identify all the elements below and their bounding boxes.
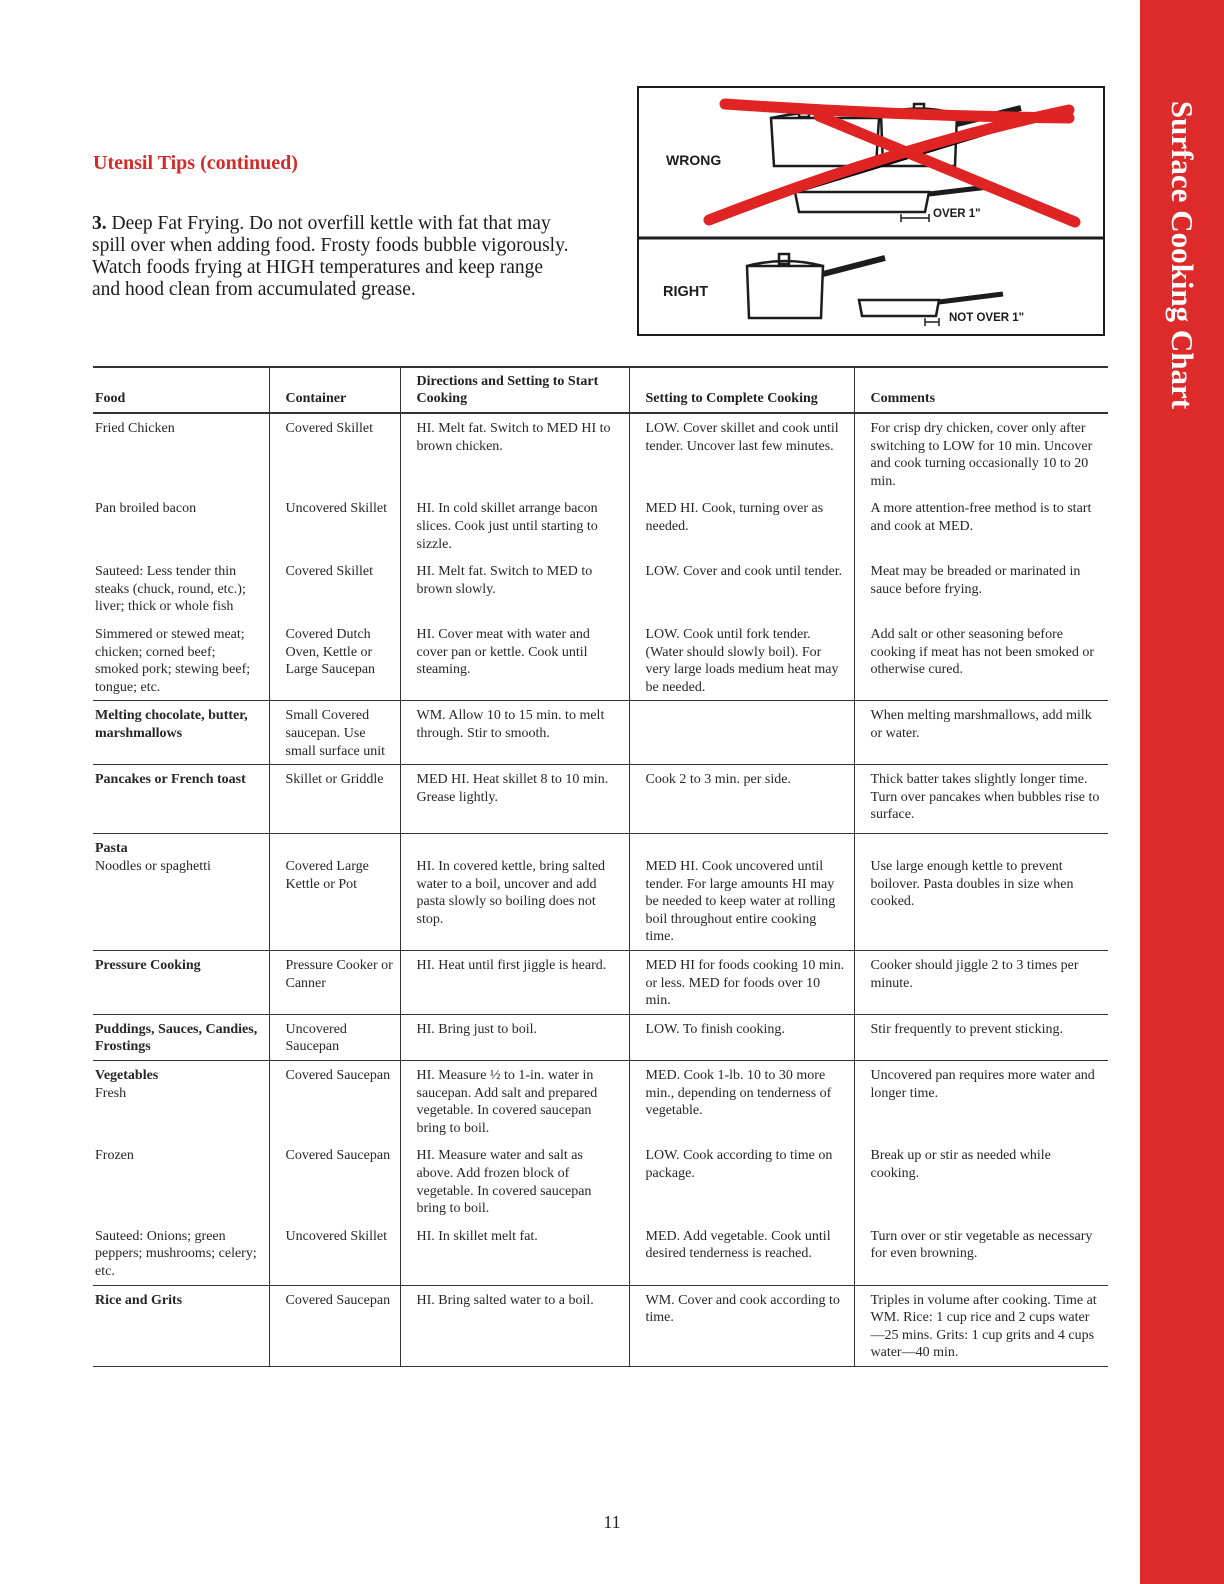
food-name: Sauteed: Onions; green peppers; mushrooms; celery; etc. bbox=[95, 1228, 257, 1279]
comments-cell: When melting marshmallows, add milk or water. bbox=[854, 701, 1108, 765]
table-row bbox=[93, 765, 1108, 834]
comments-cell: Cooker should jiggle 2 to 3 times per minute. bbox=[854, 951, 1108, 1015]
header-start: Directions and Setting to Start Cooking bbox=[400, 367, 629, 413]
container-cell: Covered Saucepan bbox=[269, 1061, 400, 1142]
section-heading: Utensil Tips (continued) bbox=[93, 152, 298, 174]
tip-text: Deep Fat Frying. Do not overfill kettle with fat that may spill over when adding food. Frosty foods bubble vigorously. Watch foods frying at HIGH temperatures and keep range and hood clean from accumulated grease. bbox=[92, 213, 569, 300]
food-group-name: Puddings, Sauces, Candies, Frostings bbox=[95, 1021, 258, 1055]
right-label: RIGHT bbox=[663, 284, 709, 300]
container-cell: Uncovered Skillet bbox=[269, 1222, 400, 1285]
header-complete: Setting to Complete Cooking bbox=[629, 367, 854, 413]
complete-cell: LOW. Cook until fork tender. (Water should slowly boil). For very large loads medium heat may be needed. bbox=[629, 620, 854, 701]
table-row bbox=[93, 1014, 1108, 1060]
wrong-dimension-label: OVER 1" bbox=[933, 208, 981, 220]
container-cell: Skillet or Griddle bbox=[269, 765, 400, 834]
start-cell: HI. Measure water and salt as above. Add frozen block of vegetable. In covered saucepan bring to boil. bbox=[400, 1141, 629, 1221]
complete-cell: MED HI. Cook uncovered until tender. For large amounts HI may be needed to keep water at rolling boil throughout entire cooking time. bbox=[629, 834, 854, 951]
start-cell: HI. Heat until first jiggle is heard. bbox=[400, 951, 629, 1015]
complete-cell: MED HI. Cook, turning over as needed. bbox=[629, 494, 854, 557]
page-number: 11 bbox=[603, 1512, 621, 1532]
header-food: Food bbox=[93, 367, 269, 413]
side-tab-label: Surface Cooking Chart bbox=[1165, 100, 1200, 410]
table-row bbox=[93, 1285, 1108, 1366]
comments-cell: Meat may be breaded or marinated in sauce before frying. bbox=[854, 557, 1108, 620]
food-name: Frozen bbox=[95, 1148, 134, 1164]
start-cell: WM. Allow 10 to 15 min. to melt through. Stir to smooth. bbox=[400, 701, 629, 765]
table-row bbox=[93, 620, 1108, 701]
food-group-name: Rice and Grits bbox=[95, 1292, 183, 1308]
comments-cell: Triples in volume after cooking. Time at WM. Rice: 1 cup rice and 2 cups water—25 mins. Grits: 1 cup grits and 4 cups water—40 min. bbox=[854, 1285, 1108, 1366]
food-name: Sauteed: Less tender thin steaks (chuck, round, etc.); liver; thick or whole fish bbox=[95, 564, 246, 615]
container-cell: Uncovered Skillet bbox=[269, 494, 400, 557]
complete-cell: MED HI for foods cooking 10 min. or less. MED for foods over 10 min. bbox=[629, 951, 854, 1015]
start-cell: HI. Bring salted water to a boil. bbox=[400, 1285, 629, 1366]
food-group-name: Pressure Cooking bbox=[95, 958, 201, 974]
start-cell: HI. Bring just to boil. bbox=[400, 1014, 629, 1060]
table-row bbox=[93, 557, 1108, 620]
start-cell: HI. In skillet melt fat. bbox=[400, 1222, 629, 1285]
table-row bbox=[93, 1061, 1108, 1142]
food-name: Fresh bbox=[95, 1085, 127, 1101]
utensil-diagram bbox=[637, 86, 1105, 336]
table-row bbox=[93, 834, 1108, 951]
food-name: Pan broiled bacon bbox=[95, 501, 197, 517]
container-cell: Covered Large Kettle or Pot bbox=[269, 834, 400, 951]
complete-cell: MED. Cook 1-lb. 10 to 30 more min., depending on tenderness of vegetable. bbox=[629, 1061, 854, 1142]
table-row bbox=[93, 1222, 1108, 1285]
food-group-name: Vegetables bbox=[95, 1068, 159, 1084]
table-header-row bbox=[93, 367, 1108, 413]
comments-cell: Add salt or other seasoning before cooking if meat has not been smoked or otherwise cured. bbox=[854, 620, 1108, 701]
food-group-name: Pasta bbox=[95, 841, 128, 857]
complete-cell: LOW. Cover and cook until tender. bbox=[629, 557, 854, 620]
start-cell: HI. Measure ½ to 1-in. water in saucepan. Add salt and prepared vegetable. In covered saucepan bring to boil. bbox=[400, 1061, 629, 1142]
food-name: Fried Chicken bbox=[95, 421, 175, 436]
complete-cell: LOW. Cover skillet and cook until tender. Uncover last few minutes. bbox=[629, 413, 854, 494]
container-cell: Uncovered Saucepan bbox=[269, 1014, 400, 1060]
start-cell: HI. In covered kettle, bring salted water to a boil, uncover and add pasta slowly so boiling does not stop. bbox=[400, 834, 629, 951]
table-row bbox=[93, 494, 1108, 557]
tip-number: 3. bbox=[92, 213, 107, 234]
container-cell: Small Covered saucepan. Use small surface unit bbox=[269, 701, 400, 765]
food-name: Noodles or spaghetti bbox=[95, 858, 211, 874]
container-cell: Covered Saucepan bbox=[269, 1285, 400, 1366]
comments-cell: A more attention-free method is to start and cook at MED. bbox=[854, 494, 1108, 557]
table-row bbox=[93, 1141, 1108, 1221]
tip-paragraph bbox=[92, 213, 572, 301]
food-group-name: Melting chocolate, butter, marshmallows bbox=[95, 708, 248, 741]
comments-cell: Stir frequently to prevent sticking. bbox=[854, 1014, 1108, 1060]
comments-cell: Uncovered pan requires more water and longer time. bbox=[854, 1061, 1108, 1142]
food-name: Simmered or stewed meat; chicken; corned beef; smoked pork; stewing beef; tongue; etc. bbox=[95, 626, 251, 695]
container-cell: Covered Saucepan bbox=[269, 1141, 400, 1221]
start-cell: HI. In cold skillet arrange bacon slices. Cook just until starting to sizzle. bbox=[400, 494, 629, 557]
comments-cell: Turn over or stir vegetable as necessary for even browning. bbox=[854, 1222, 1108, 1285]
container-cell: Covered Dutch Oven, Kettle or Large Saucepan bbox=[269, 620, 400, 701]
container-cell: Covered Skillet bbox=[269, 413, 400, 494]
complete-cell: LOW. Cook according to time on package. bbox=[629, 1141, 854, 1221]
wrong-label: WRONG bbox=[666, 152, 722, 168]
start-cell: HI. Melt fat. Switch to MED HI to brown chicken. bbox=[400, 413, 629, 494]
comments-cell: For crisp dry chicken, cover only after switching to LOW for 10 min. Uncover and cook turning occasionally 10 to 20 min. bbox=[854, 413, 1108, 494]
start-cell: HI. Melt fat. Switch to MED to brown slowly. bbox=[400, 557, 629, 620]
table-row bbox=[93, 413, 1108, 494]
complete-cell: WM. Cover and cook according to time. bbox=[629, 1285, 854, 1366]
header-comments: Comments bbox=[854, 367, 1108, 413]
container-cell: Covered Skillet bbox=[269, 557, 400, 620]
comments-cell: Break up or stir as needed while cooking. bbox=[854, 1141, 1108, 1221]
cooking-chart-table bbox=[93, 366, 1108, 1367]
comments-cell: Use large enough kettle to prevent boilover. Pasta doubles in size when cooked. bbox=[854, 834, 1108, 951]
comments-cell: Thick batter takes slightly longer time. Turn over pancakes when bubbles rise to surface. bbox=[854, 765, 1108, 834]
container-cell: Pressure Cooker or Canner bbox=[269, 951, 400, 1015]
header-container: Container bbox=[269, 367, 400, 413]
start-cell: HI. Cover meat with water and cover pan or kettle. Cook until steaming. bbox=[400, 620, 629, 701]
complete-cell bbox=[629, 701, 854, 765]
food-group-name: Pancakes or French toast bbox=[95, 772, 246, 788]
start-cell: MED HI. Heat skillet 8 to 10 min. Grease lightly. bbox=[400, 765, 629, 834]
complete-cell: Cook 2 to 3 min. per side. bbox=[629, 765, 854, 834]
table-row bbox=[93, 951, 1108, 1015]
complete-cell: MED. Add vegetable. Cook until desired tenderness is reached. bbox=[629, 1222, 854, 1285]
right-dimension-label: NOT OVER 1" bbox=[949, 312, 1025, 324]
table-row bbox=[93, 701, 1108, 765]
utensil-diagram-art bbox=[639, 88, 1105, 336]
complete-cell: LOW. To finish cooking. bbox=[629, 1014, 854, 1060]
